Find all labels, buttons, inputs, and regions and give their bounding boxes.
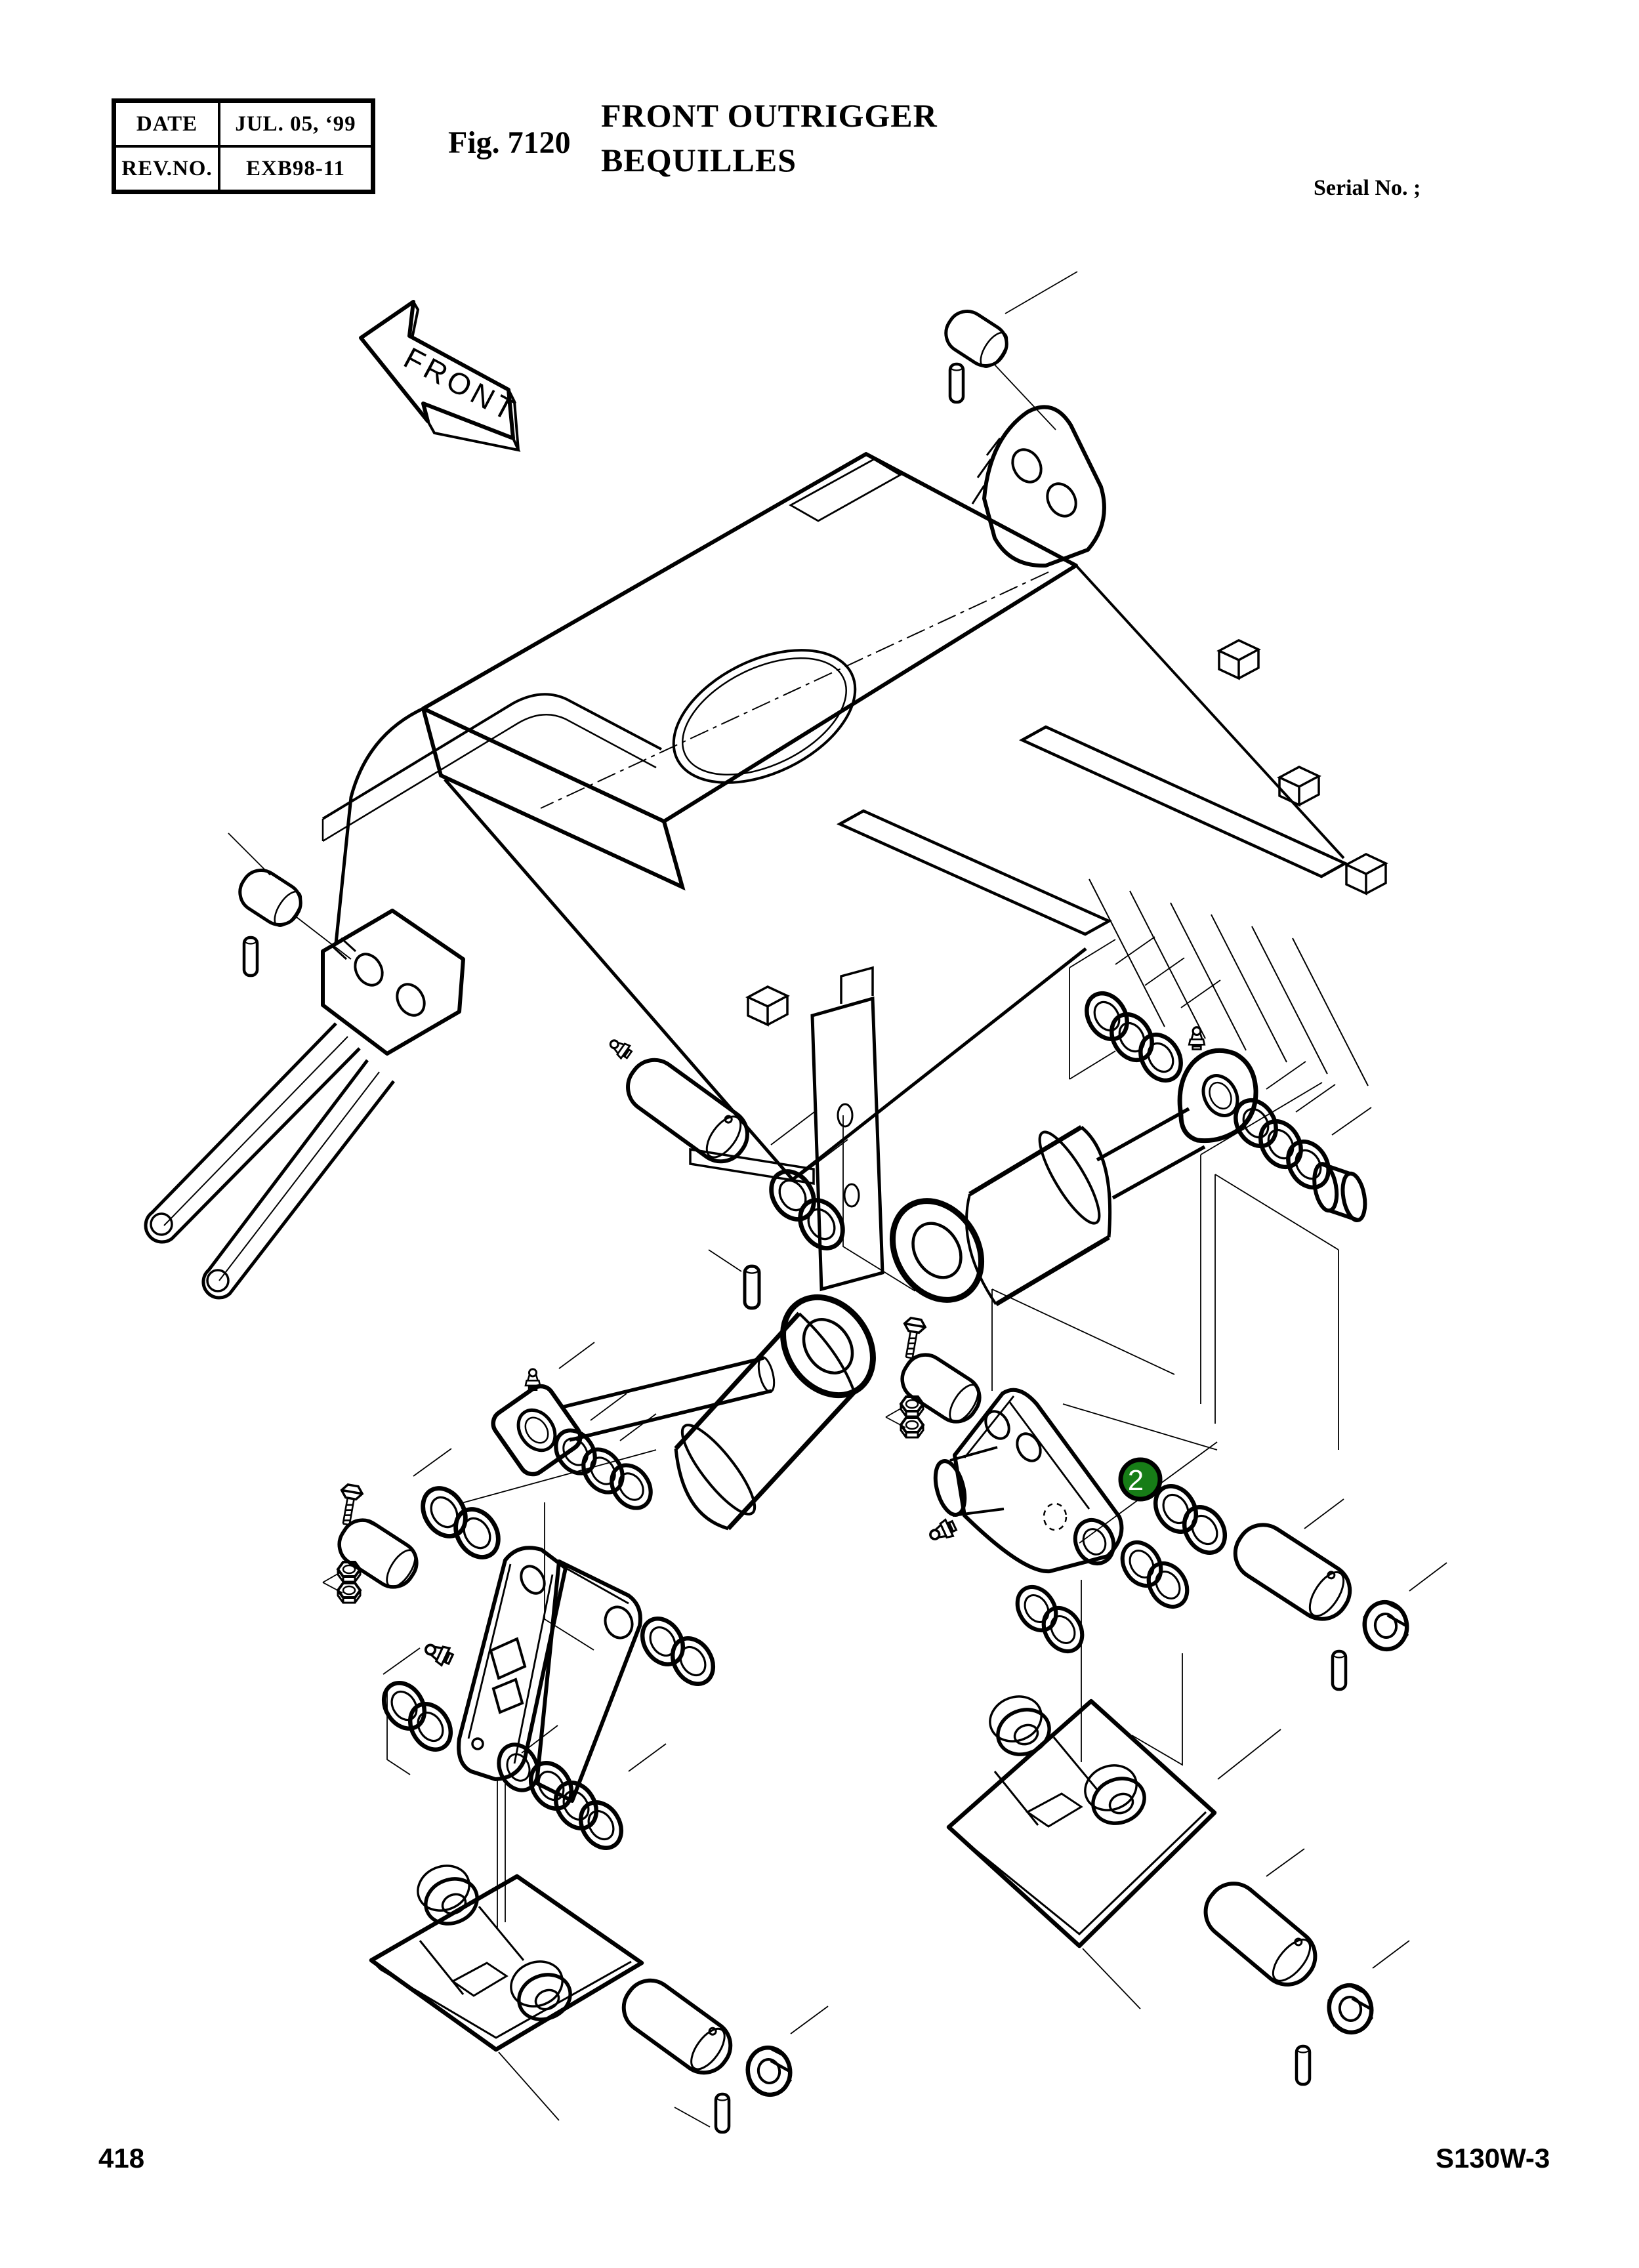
washer-group-bracket-right-bottom: [1010, 1535, 1195, 1659]
foot-plate-left: [371, 1858, 642, 2120]
serial-number-label: Serial No. ;: [1314, 176, 1421, 200]
lug-pin-top-right: [938, 272, 1077, 430]
front-arrow: [361, 302, 524, 450]
washer-group-cylinder-right-end: [1228, 1093, 1368, 1227]
revno-label: REV.NO.: [116, 148, 220, 190]
support-bracket-left: [423, 1548, 640, 1801]
figure-number: Fig. 7120: [448, 125, 571, 160]
foot-plate-right: [949, 1689, 1281, 2009]
lug-pin-top-left: [228, 833, 351, 976]
washer-group-cylinder-right-top: [1079, 986, 1189, 1088]
chassis-frame: [146, 407, 1386, 1298]
date-label: DATE: [116, 103, 220, 145]
plate-boss: [505, 1954, 577, 2027]
pin-foot-left: [614, 1971, 828, 2132]
pin-bracket-right: [1225, 1499, 1447, 1689]
bolt-pin-left: [323, 1483, 425, 1603]
washer-group-piston-left: [548, 1423, 659, 1515]
model-code: S130W-3: [1436, 2143, 1550, 2174]
front-arrow-label: FRONT: [398, 340, 524, 429]
piston-rod-left: [488, 1355, 777, 1479]
page-number: 418: [98, 2143, 145, 2174]
outrigger-cylinder-left: [672, 1280, 891, 1529]
callout-2-number: 2: [1127, 1464, 1144, 1496]
callout-2[interactable]: [1121, 1460, 1160, 1499]
bolt-pin-right: [886, 1317, 987, 1437]
washer-group-bracket-left-eye: [634, 1611, 722, 1691]
pin-foot-right: [1195, 1849, 1409, 2084]
support-bracket-right: [927, 1390, 1122, 1571]
date-value: JUL. 05, ‘99: [235, 112, 356, 136]
plate-boss: [984, 1689, 1056, 1762]
title-english: FRONT OUTRIGGER: [601, 97, 938, 134]
revno-value: EXB98-11: [245, 156, 346, 180]
washer-group-bracket-left-side: [376, 1676, 459, 1757]
washer-group-bracket-right-eye: [1148, 1479, 1234, 1560]
washer-group-bracket-left-top: [414, 1480, 507, 1565]
title-french: BEQUILLES: [601, 142, 797, 178]
plate-boss: [411, 1858, 484, 1931]
plate-boss: [1079, 1758, 1151, 1830]
